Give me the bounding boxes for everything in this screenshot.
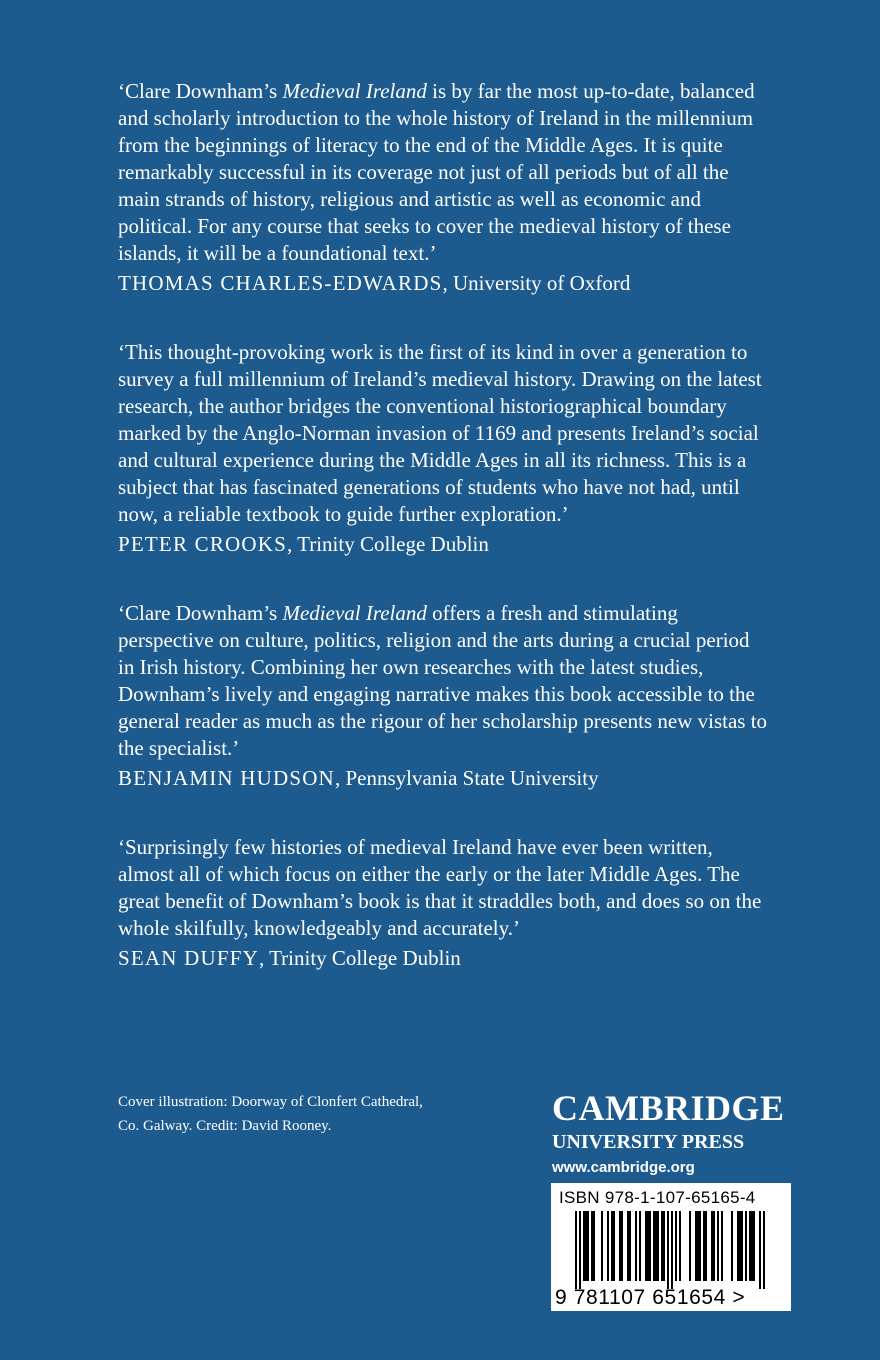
barcode-bar [759, 1211, 761, 1289]
barcode-bar [585, 1211, 587, 1281]
publisher-url: www.cambridge.org [552, 1159, 695, 1176]
barcode-bar [667, 1211, 669, 1289]
barcode-bar [613, 1211, 615, 1281]
publisher-subtitle: UNIVERSITY PRESS [552, 1131, 745, 1153]
barcode-bar [731, 1211, 733, 1281]
endorsement-4 [118, 834, 768, 972]
barcode-bar [647, 1211, 649, 1281]
barcode-bar [587, 1211, 589, 1281]
endorsement-3 [118, 600, 768, 792]
barcode-bar [717, 1211, 719, 1281]
quote-text-part: offers a fresh and stimulating perspective on culture, politics, religion and the arts during a crucial period in Irish history. Combining her own researches with the latest studies, Downham’s lively and engaging narrative makes this book accessible to the general reader as much as the rigour of her scholarship presents new vistas to the specialist.’ [118, 601, 768, 760]
barcode-bar [575, 1211, 577, 1289]
reviewer-affiliation: , Trinity College Dublin [258, 946, 461, 970]
endorsement-1 [118, 78, 768, 297]
book-title-italic: Medieval Ireland [282, 601, 427, 625]
barcode-bar [611, 1211, 613, 1281]
reviewer-affiliation: , Pennsylvania State University [334, 766, 599, 790]
barcode-bar [675, 1211, 677, 1281]
barcode-bar [579, 1211, 581, 1289]
barcode-bar [721, 1211, 723, 1281]
barcode-bar [627, 1211, 629, 1281]
barcode-bar [607, 1211, 609, 1281]
barcode-bar [713, 1211, 715, 1281]
attribution [118, 531, 768, 558]
barcode-bar [593, 1211, 595, 1281]
endorsement-2 [118, 339, 768, 558]
quote-text [118, 78, 768, 267]
reviewer-name: BENJAMIN HUDSON [118, 766, 335, 790]
barcode-bar [737, 1211, 739, 1281]
attribution [118, 945, 768, 972]
barcode-bar [639, 1211, 641, 1281]
quote-text [118, 834, 768, 942]
reviewer-affiliation: , Trinity College Dublin [287, 532, 489, 556]
barcode-bar [671, 1211, 673, 1289]
barcode-bar [749, 1211, 751, 1281]
barcode-bar [689, 1211, 691, 1281]
quote-text-part: is by far the most up-to-date, balanced and scholarly introduction to the whole history of Ireland in the millennium from the beginnings of literacy to the end of the Middle Ages. It is quite remarkably successful in its coverage not just of all periods but of all the main strands of history, religious and artistic as well as economic and political. For any course that seeks to cover the medieval history of these islands, it will be a foundational text.’ [118, 79, 755, 265]
reviewer-affiliation: , University of Oxford [442, 271, 631, 295]
barcode-bar [695, 1211, 697, 1281]
barcode-bar [635, 1211, 637, 1281]
barcode-bar [751, 1211, 753, 1281]
reviewer-name: SEAN DUFFY [118, 946, 259, 970]
barcode-bar [629, 1211, 631, 1281]
cover-credit-line: Co. Galway. Credit: David Rooney. [118, 1118, 332, 1134]
quote-text [118, 339, 768, 528]
barcode-bar [753, 1211, 755, 1281]
barcode-bar [763, 1211, 765, 1289]
isbn-label: ISBN 978-1-107-65165-4 [559, 1188, 756, 1207]
reviewer-name: THOMAS CHARLES-EDWARDS [118, 271, 443, 295]
barcode-bar [697, 1211, 699, 1281]
quote-text [118, 600, 768, 762]
barcode-bar [649, 1211, 651, 1281]
barcode-bar [679, 1211, 681, 1281]
attribution [118, 765, 768, 792]
book-title-italic: Medieval Ireland [282, 79, 427, 103]
endorsements [118, 78, 768, 1014]
barcode-bar [745, 1211, 747, 1281]
barcode-bar [601, 1211, 603, 1281]
barcode-panel [551, 1183, 791, 1311]
quote-text-part: ‘This thought-provoking work is the first of its kind in over a generation to survey a full millennium of Ireland’s medieval history. Drawing on the latest research, the author bridges the conventional historiographical boundary marked by the Anglo-Norman invasion of 1169 and presents Ireland’s social and cultural experience during the Middle Ages in all its richness. This is a subject that has fascinated generations of students who have not had, until now, a reliable textbook to guide further exploration.’ [118, 340, 762, 526]
barcode-bar [699, 1211, 701, 1281]
barcode-digits: 9 781107 651654 > [555, 1286, 746, 1309]
barcode-bar [739, 1211, 741, 1281]
cover-credit [118, 1090, 478, 1138]
barcode-bar [583, 1211, 585, 1281]
publisher-name: CAMBRIDGE [552, 1088, 785, 1128]
barcode-bar [703, 1211, 705, 1281]
barcode-bar [619, 1211, 621, 1281]
barcode-bar [653, 1211, 655, 1281]
barcode-bar [621, 1211, 623, 1281]
attribution [118, 270, 768, 297]
publisher-logo [552, 1090, 802, 1178]
barcode-bar [657, 1211, 659, 1281]
barcode-bar [661, 1211, 663, 1281]
barcode-bar [591, 1211, 593, 1281]
cover-credit-line: Cover illustration: Doorway of Clonfert Cathedral, [118, 1094, 423, 1110]
quote-text-part: ‘Surprisingly few histories of medieval Ireland have ever been written, almost all of which focus on either the early or the later Middle Ages. The great benefit of Downham’s book is that it straddles both, and does so on the whole skilfully, knowledgeably and accurately.’ [118, 835, 762, 940]
quote-text-part: ‘Clare Downham’s [118, 79, 283, 103]
barcode-bar [645, 1211, 647, 1281]
barcode-bar [705, 1211, 707, 1281]
barcode-bar [663, 1211, 665, 1281]
quote-text-part: ‘Clare Downham’s [118, 601, 283, 625]
barcode-bar [741, 1211, 743, 1281]
barcode-bar [711, 1211, 713, 1281]
reviewer-name: PETER CROOKS [118, 532, 288, 556]
barcode-bar [655, 1211, 657, 1281]
